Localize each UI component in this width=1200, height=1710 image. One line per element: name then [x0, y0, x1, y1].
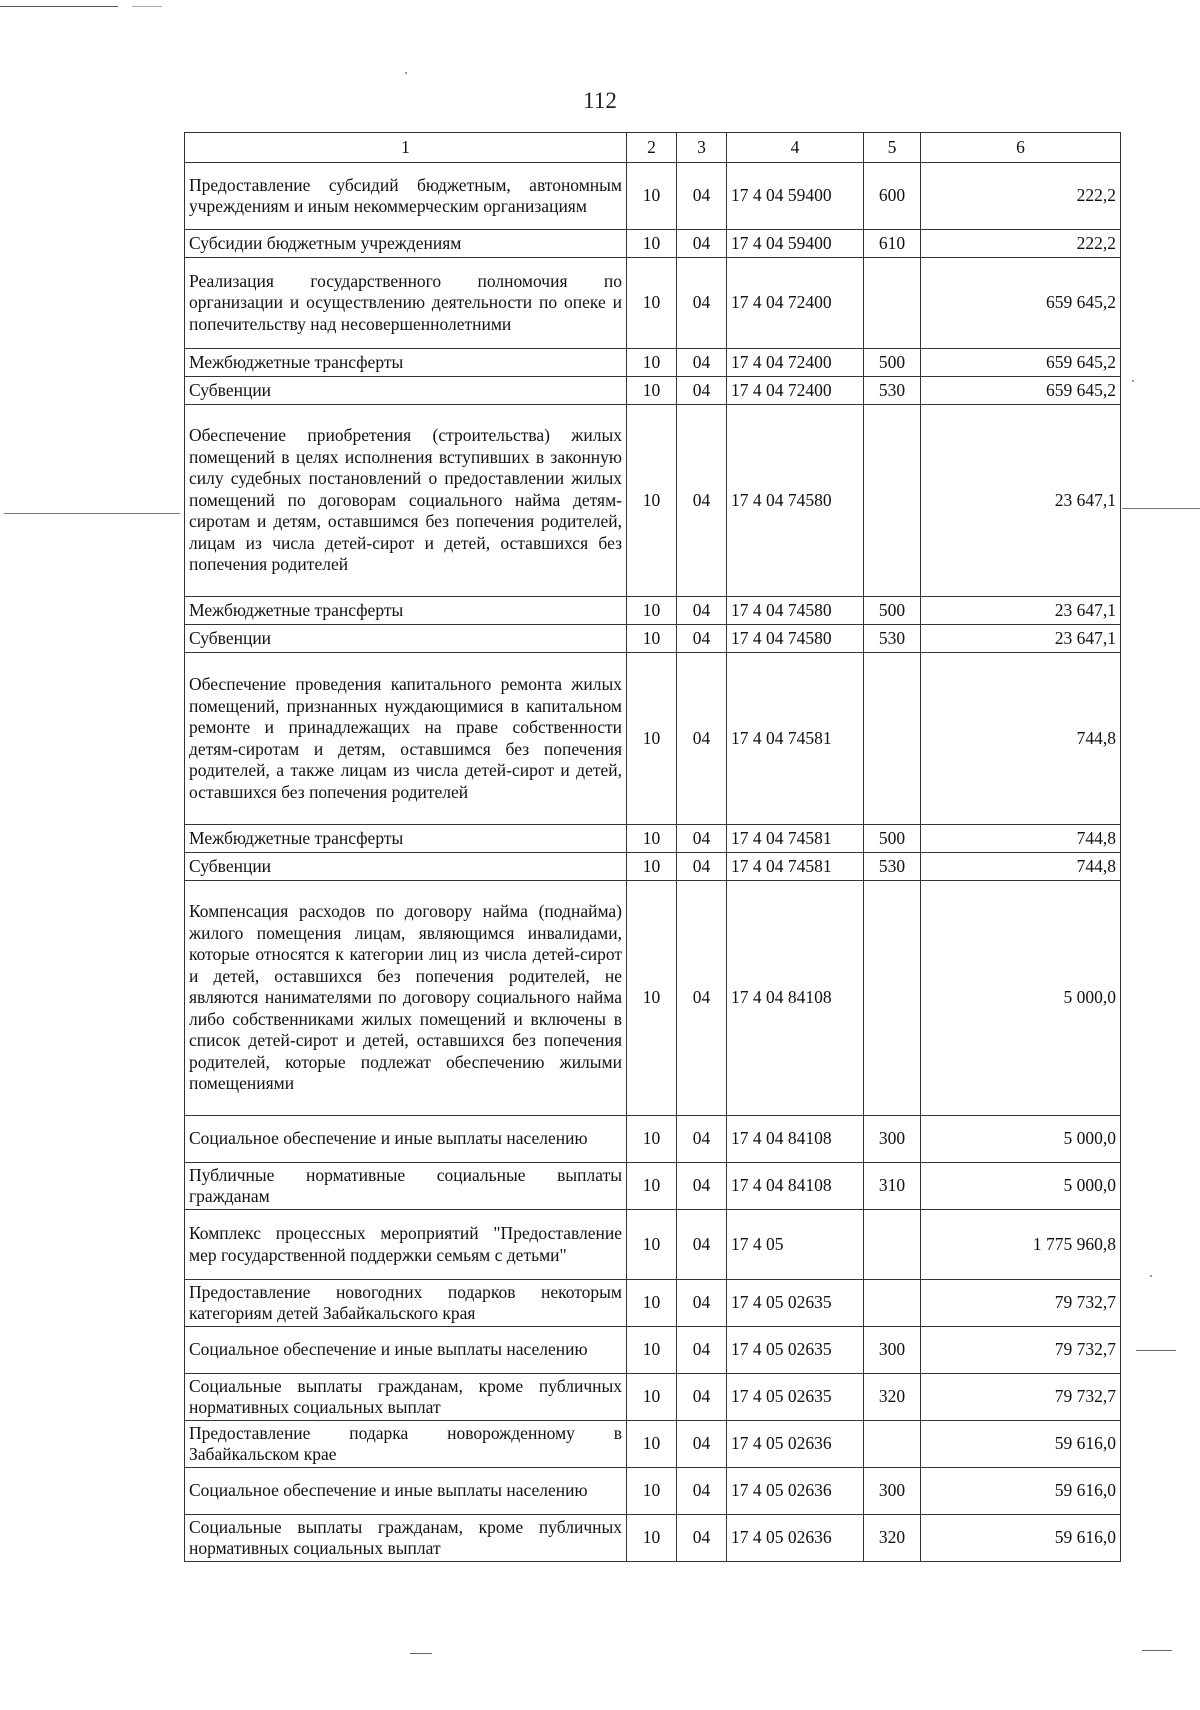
row-amount: 659 645,2 [921, 349, 1121, 377]
row-expense-type: 500 [864, 825, 921, 853]
row-section: 10 [627, 597, 677, 625]
row-target-code: 17 4 04 74581 [727, 825, 864, 853]
row-subsection: 04 [677, 258, 727, 349]
row-amount: 79 732,7 [921, 1280, 1121, 1327]
table-row [185, 377, 1121, 405]
row-name: Субвенции [185, 853, 627, 881]
row-amount: 744,8 [921, 825, 1121, 853]
row-target-code: 17 4 04 72400 [727, 377, 864, 405]
table-row [185, 258, 1121, 349]
table-row [185, 1468, 1121, 1515]
scan-artifact-line [1136, 1350, 1176, 1351]
row-target-code: 17 4 04 84108 [727, 1163, 864, 1210]
row-expense-type [864, 1280, 921, 1327]
row-amount: 659 645,2 [921, 377, 1121, 405]
row-target-code: 17 4 05 [727, 1210, 864, 1280]
row-subsection: 04 [677, 1468, 727, 1515]
row-name: Межбюджетные трансферты [185, 597, 627, 625]
row-name: Предоставление новогодних подарков некоторым категориям детей Забайкальского края [185, 1280, 627, 1327]
row-expense-type: 320 [864, 1515, 921, 1562]
column-header-2: 2 [627, 133, 677, 163]
scan-artifact-dot [1132, 380, 1134, 382]
row-target-code: 17 4 05 02635 [727, 1374, 864, 1421]
row-name: Субвенции [185, 625, 627, 653]
row-name: Предоставление субсидий бюджетным, автономным учреждениям и иным некоммерческим организациям [185, 163, 627, 230]
row-subsection: 04 [677, 1163, 727, 1210]
row-target-code: 17 4 05 02636 [727, 1468, 864, 1515]
row-amount: 5 000,0 [921, 1163, 1121, 1210]
row-target-code: 17 4 04 84108 [727, 881, 864, 1116]
row-expense-type: 500 [864, 597, 921, 625]
row-name: Социальное обеспечение и иные выплаты населению [185, 1468, 627, 1515]
row-amount: 5 000,0 [921, 1116, 1121, 1163]
table-row [185, 653, 1121, 825]
row-section: 10 [627, 1163, 677, 1210]
row-name: Субвенции [185, 377, 627, 405]
scan-artifact-line [0, 6, 118, 7]
row-section: 10 [627, 1421, 677, 1468]
table-row [185, 853, 1121, 881]
row-expense-type: 310 [864, 1163, 921, 1210]
row-amount: 59 616,0 [921, 1421, 1121, 1468]
row-name: Субсидии бюджетным учреждениям [185, 230, 627, 258]
row-name: Социальное обеспечение и иные выплаты населению [185, 1116, 627, 1163]
row-name: Межбюджетные трансферты [185, 349, 627, 377]
column-header-4: 4 [727, 133, 864, 163]
row-expense-type: 500 [864, 349, 921, 377]
row-amount: 744,8 [921, 853, 1121, 881]
table-row [185, 1515, 1121, 1562]
table-body [185, 163, 1121, 1562]
row-target-code: 17 4 04 72400 [727, 349, 864, 377]
row-subsection: 04 [677, 1210, 727, 1280]
row-target-code: 17 4 04 74580 [727, 405, 864, 597]
table-row [185, 1163, 1121, 1210]
row-name: Социальные выплаты гражданам, кроме публичных нормативных социальных выплат [185, 1515, 627, 1562]
row-expense-type [864, 1421, 921, 1468]
row-subsection: 04 [677, 1374, 727, 1421]
row-section: 10 [627, 625, 677, 653]
table-row [185, 881, 1121, 1116]
row-section: 10 [627, 258, 677, 349]
row-subsection: 04 [677, 377, 727, 405]
row-target-code: 17 4 04 74580 [727, 597, 864, 625]
table-row [185, 1116, 1121, 1163]
row-amount: 79 732,7 [921, 1327, 1121, 1374]
column-header-5: 5 [864, 133, 921, 163]
row-section: 10 [627, 1116, 677, 1163]
row-amount: 222,2 [921, 230, 1121, 258]
row-section: 10 [627, 405, 677, 597]
row-section: 10 [627, 1515, 677, 1562]
row-section: 10 [627, 1327, 677, 1374]
row-subsection: 04 [677, 1515, 727, 1562]
scan-artifact-line [132, 6, 162, 7]
row-target-code: 17 4 05 02635 [727, 1280, 864, 1327]
row-subsection: 04 [677, 163, 727, 230]
scan-artifact-line [1142, 1650, 1172, 1651]
row-amount: 59 616,0 [921, 1515, 1121, 1562]
column-header-6: 6 [921, 133, 1121, 163]
row-section: 10 [627, 1280, 677, 1327]
table-row [185, 625, 1121, 653]
table-row [185, 1374, 1121, 1421]
row-amount: 23 647,1 [921, 405, 1121, 597]
row-amount: 744,8 [921, 653, 1121, 825]
row-expense-type [864, 881, 921, 1116]
row-expense-type: 600 [864, 163, 921, 230]
row-name: Межбюджетные трансферты [185, 825, 627, 853]
table-row [185, 597, 1121, 625]
row-target-code: 17 4 05 02635 [727, 1327, 864, 1374]
scan-artifact-line [410, 1653, 432, 1654]
row-name: Публичные нормативные социальные выплаты гражданам [185, 1163, 627, 1210]
row-section: 10 [627, 881, 677, 1116]
table-row [185, 230, 1121, 258]
row-section: 10 [627, 1468, 677, 1515]
row-name: Реализация государственного полномочия по организации и осуществлению деятельности по опеке и попечительству над несовершеннолетними [185, 258, 627, 349]
row-name: Предоставление подарка новорожденному в Забайкальском крае [185, 1421, 627, 1468]
row-subsection: 04 [677, 1421, 727, 1468]
row-target-code: 17 4 04 74581 [727, 853, 864, 881]
row-subsection: 04 [677, 349, 727, 377]
row-amount: 659 645,2 [921, 258, 1121, 349]
row-amount: 23 647,1 [921, 625, 1121, 653]
row-section: 10 [627, 825, 677, 853]
row-expense-type: 300 [864, 1468, 921, 1515]
table-row [185, 825, 1121, 853]
page-number: 112 [583, 88, 617, 113]
row-amount: 23 647,1 [921, 597, 1121, 625]
row-amount: 1 775 960,8 [921, 1210, 1121, 1280]
row-target-code: 17 4 04 74581 [727, 653, 864, 825]
row-subsection: 04 [677, 1327, 727, 1374]
row-name: Обеспечение приобретения (строительства) жилых помещений в целях исполнения вступивших в законную силу судебных постановлений о предоставлении жилых помещений по договорам социального найма детям-сиротам и детям, оставшимся без попечения родителей, лицам из числа детей-сирот и детей, оставшихся без попечения родителей [185, 405, 627, 597]
row-amount: 79 732,7 [921, 1374, 1121, 1421]
row-subsection: 04 [677, 1280, 727, 1327]
table-row [185, 1280, 1121, 1327]
row-target-code: 17 4 05 02636 [727, 1515, 864, 1562]
row-section: 10 [627, 230, 677, 258]
table-row [185, 1210, 1121, 1280]
row-name: Комплекс процессных мероприятий "Предоставление мер государственной поддержки семьям с детьми" [185, 1210, 627, 1280]
row-target-code: 17 4 04 59400 [727, 230, 864, 258]
row-expense-type: 610 [864, 230, 921, 258]
row-expense-type [864, 258, 921, 349]
row-name: Социальное обеспечение и иные выплаты населению [185, 1327, 627, 1374]
row-target-code: 17 4 05 02636 [727, 1421, 864, 1468]
row-subsection: 04 [677, 230, 727, 258]
scan-artifact-line [1122, 508, 1200, 509]
row-section: 10 [627, 853, 677, 881]
scan-artifact-dot [405, 72, 407, 74]
row-target-code: 17 4 04 84108 [727, 1116, 864, 1163]
row-target-code: 17 4 04 59400 [727, 163, 864, 230]
scan-artifact-line [4, 513, 180, 514]
row-name: Компенсация расходов по договору найма (поднайма) жилого помещения лицам, являющимся инвалидами, которые относятся к категории лиц из числа детей-сирот и детей, оставшихся без попечения родителей, не являются нанимателями по договору социального найма либо собственниками жилых помещений и включены в список детей-сирот и детей, оставшихся без попечения родителей, которые подлежат обеспечению жилыми помещениями [185, 881, 627, 1116]
row-subsection: 04 [677, 825, 727, 853]
row-section: 10 [627, 1210, 677, 1280]
table-row [185, 1327, 1121, 1374]
row-expense-type: 530 [864, 625, 921, 653]
row-section: 10 [627, 163, 677, 230]
table-header-row [185, 133, 1121, 163]
row-subsection: 04 [677, 853, 727, 881]
row-expense-type: 530 [864, 377, 921, 405]
row-expense-type: 300 [864, 1327, 921, 1374]
row-amount: 5 000,0 [921, 881, 1121, 1116]
row-name: Социальные выплаты гражданам, кроме публичных нормативных социальных выплат [185, 1374, 627, 1421]
row-expense-type: 300 [864, 1116, 921, 1163]
row-expense-type [864, 1210, 921, 1280]
column-header-1: 1 [185, 133, 627, 163]
column-header-3: 3 [677, 133, 727, 163]
budget-table [184, 132, 1121, 1562]
table-row [185, 405, 1121, 597]
row-subsection: 04 [677, 597, 727, 625]
row-subsection: 04 [677, 1116, 727, 1163]
row-expense-type: 320 [864, 1374, 921, 1421]
table-row [185, 349, 1121, 377]
row-target-code: 17 4 04 72400 [727, 258, 864, 349]
row-name: Обеспечение проведения капитального ремонта жилых помещений, признанных нуждающимися в капитальном ремонте и принадлежащих на праве собственности детям-сиротам и детям, оставшимся без попечения родителей, а также лицам из числа детей-сирот и детей, оставшихся без попечения родителей [185, 653, 627, 825]
row-amount: 59 616,0 [921, 1468, 1121, 1515]
row-subsection: 04 [677, 405, 727, 597]
row-amount: 222,2 [921, 163, 1121, 230]
row-subsection: 04 [677, 881, 727, 1116]
row-section: 10 [627, 1374, 677, 1421]
row-subsection: 04 [677, 653, 727, 825]
row-section: 10 [627, 349, 677, 377]
row-expense-type: 530 [864, 853, 921, 881]
row-section: 10 [627, 377, 677, 405]
row-subsection: 04 [677, 625, 727, 653]
row-target-code: 17 4 04 74580 [727, 625, 864, 653]
scan-artifact-dot [1150, 1275, 1152, 1277]
row-section: 10 [627, 653, 677, 825]
table-row [185, 163, 1121, 230]
table-row [185, 1421, 1121, 1468]
row-expense-type [864, 405, 921, 597]
row-expense-type [864, 653, 921, 825]
